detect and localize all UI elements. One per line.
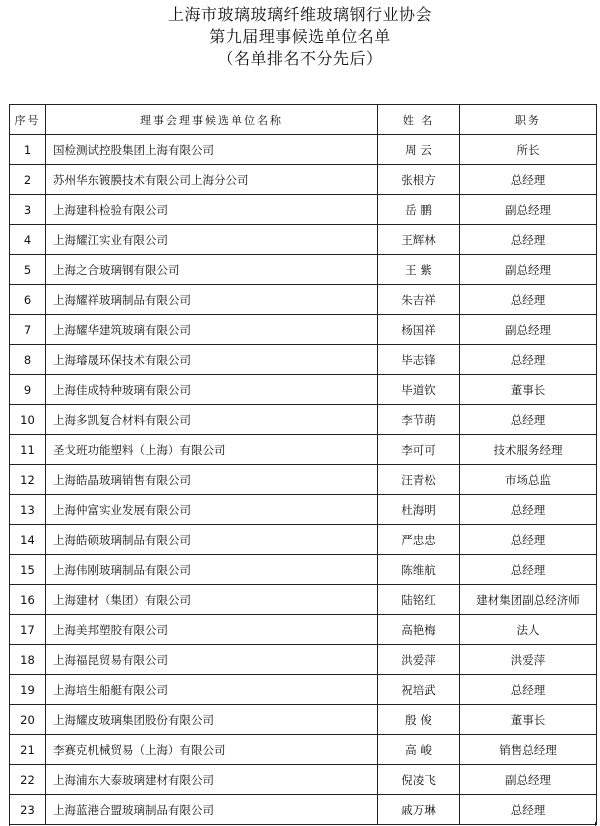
table-row [10, 315, 597, 345]
cell-position: 销售总经理 [460, 735, 597, 765]
cell-org: 上海佳成特种玻璃有限公司 [46, 375, 378, 405]
cell-org: 上海璿晟环保技术有限公司 [46, 345, 378, 375]
candidate-table [9, 104, 597, 825]
cell-no: 9 [10, 375, 46, 405]
cell-name: 殷 俊 [378, 705, 460, 735]
cell-position: 市场总监 [460, 465, 597, 495]
table-row [10, 795, 597, 825]
cell-no: 23 [10, 795, 46, 825]
cell-name: 李节萌 [378, 405, 460, 435]
cell-no: 8 [10, 345, 46, 375]
cell-org: 上海耀祥玻璃制品有限公司 [46, 285, 378, 315]
cell-org: 上海仲富实业发展有限公司 [46, 495, 378, 525]
cell-org: 上海皓硕玻璃制品有限公司 [46, 525, 378, 555]
cell-name: 祝培武 [378, 675, 460, 705]
table-row [10, 465, 597, 495]
cell-name: 朱吉祥 [378, 285, 460, 315]
table-row [10, 765, 597, 795]
cell-no: 22 [10, 765, 46, 795]
table-row [10, 735, 597, 765]
page-title: 上海市玻璃玻璃纤维玻璃钢行业协会 [167, 5, 432, 24]
table-row [10, 645, 597, 675]
cell-no: 1 [10, 135, 46, 165]
cell-position: 总经理 [460, 165, 597, 195]
table-row [10, 675, 597, 705]
cell-name: 杜海明 [378, 495, 460, 525]
cell-name: 戚万琳 [378, 795, 460, 825]
table-row [10, 435, 597, 465]
cell-org: 上海耀皮玻璃集团股份有限公司 [46, 705, 378, 735]
cell-no: 10 [10, 405, 46, 435]
cell-org: 上海耀江实业有限公司 [46, 225, 378, 255]
cell-name: 毕志锋 [378, 345, 460, 375]
cell-org: 上海之合玻璃钢有限公司 [46, 255, 378, 285]
table-row [10, 285, 597, 315]
cell-no: 12 [10, 465, 46, 495]
cell-position: 洪爱萍 [460, 645, 597, 675]
cell-position: 董事长 [460, 705, 597, 735]
cell-name: 李可可 [378, 435, 460, 465]
cell-name: 王 紫 [378, 255, 460, 285]
cell-no: 13 [10, 495, 46, 525]
cell-position: 总经理 [460, 495, 597, 525]
page-subtitle: 第九届理事候选单位名单 [209, 27, 391, 46]
table-row [10, 375, 597, 405]
cell-no: 3 [10, 195, 46, 225]
table-row [10, 525, 597, 555]
cell-org: 上海浦东大泰玻璃建材有限公司 [46, 765, 378, 795]
table-row [10, 225, 597, 255]
cell-no: 17 [10, 615, 46, 645]
cell-position: 总经理 [460, 345, 597, 375]
table-row [10, 165, 597, 195]
cell-no: 2 [10, 165, 46, 195]
cell-position: 副总经理 [460, 255, 597, 285]
cell-org: 上海伟刚玻璃制品有限公司 [46, 555, 378, 585]
cell-name: 高艳梅 [378, 615, 460, 645]
table-row [10, 405, 597, 435]
cell-org: 上海美邦塑胶有限公司 [46, 615, 378, 645]
cell-org: 上海建科检验有限公司 [46, 195, 378, 225]
cell-name: 高 峻 [378, 735, 460, 765]
cell-org: 上海皓晶玻璃销售有限公司 [46, 465, 378, 495]
cell-name: 周 云 [378, 135, 460, 165]
cell-position: 技术服务经理 [460, 435, 597, 465]
cell-no: 19 [10, 675, 46, 705]
cell-org: 上海多凯复合材料有限公司 [46, 405, 378, 435]
header-no: 序号 [10, 105, 46, 135]
cell-org: 李赛克机械贸易（上海）有限公司 [46, 735, 378, 765]
table-row [10, 495, 597, 525]
cell-no: 16 [10, 585, 46, 615]
cell-position: 总经理 [460, 525, 597, 555]
cell-name: 毕道钦 [378, 375, 460, 405]
table-row [10, 705, 597, 735]
cell-position: 总经理 [460, 675, 597, 705]
cell-name: 汪青松 [378, 465, 460, 495]
cell-org: 上海蓝港合盟玻璃制品有限公司 [46, 795, 378, 825]
table-row [10, 345, 597, 375]
cell-name: 陈维航 [378, 555, 460, 585]
cell-no: 7 [10, 315, 46, 345]
cell-position: 总经理 [460, 285, 597, 315]
cell-position: 总经理 [460, 795, 597, 825]
table-row [10, 195, 597, 225]
header-org: 理事会理事候选单位名称 [46, 105, 378, 135]
table-continuation [9, 822, 596, 826]
cell-no: 6 [10, 285, 46, 315]
cell-no: 11 [10, 435, 46, 465]
cell-org: 上海福昆贸易有限公司 [46, 645, 378, 675]
cell-name: 杨国祥 [378, 315, 460, 345]
table-row [10, 255, 597, 285]
cell-name: 岳 鹏 [378, 195, 460, 225]
cell-name: 陆铭红 [378, 585, 460, 615]
cell-no: 21 [10, 735, 46, 765]
cell-org: 上海培生船艇有限公司 [46, 675, 378, 705]
cell-position: 建材集团副总经济师 [460, 585, 597, 615]
cell-no: 20 [10, 705, 46, 735]
cell-org: 国检测试控股集团上海有限公司 [46, 135, 378, 165]
cell-position: 总经理 [460, 225, 597, 255]
header-name: 姓 名 [378, 105, 460, 135]
cell-name: 王辉林 [378, 225, 460, 255]
cell-position: 法人 [460, 615, 597, 645]
cell-no: 14 [10, 525, 46, 555]
cell-position: 总经理 [460, 405, 597, 435]
cell-name: 倪凌飞 [378, 765, 460, 795]
cell-position: 总经理 [460, 555, 597, 585]
table-row [10, 615, 597, 645]
cell-no: 15 [10, 555, 46, 585]
table-row [10, 555, 597, 585]
table-header-row [10, 105, 597, 135]
cell-position: 副总经理 [460, 315, 597, 345]
header-position: 职务 [460, 105, 597, 135]
cell-no: 4 [10, 225, 46, 255]
title-block [0, 4, 600, 70]
cell-org: 苏州华东镀膜技术有限公司上海分公司 [46, 165, 378, 195]
cell-no: 18 [10, 645, 46, 675]
cell-name: 严忠忠 [378, 525, 460, 555]
cell-name: 洪爱萍 [378, 645, 460, 675]
table-row [10, 585, 597, 615]
cell-name: 张根方 [378, 165, 460, 195]
cell-position: 所长 [460, 135, 597, 165]
cell-position: 副总经理 [460, 195, 597, 225]
cell-org: 上海耀华建筑玻璃有限公司 [46, 315, 378, 345]
table-body [10, 135, 597, 825]
cell-org: 上海建材（集团）有限公司 [46, 585, 378, 615]
cell-no: 5 [10, 255, 46, 285]
cell-position: 副总经理 [460, 765, 597, 795]
cell-position: 董事长 [460, 375, 597, 405]
cell-org: 圣戈班功能塑料（上海）有限公司 [46, 435, 378, 465]
ranking-note: （名单排名不分先后） [217, 49, 383, 68]
table-row [10, 135, 597, 165]
